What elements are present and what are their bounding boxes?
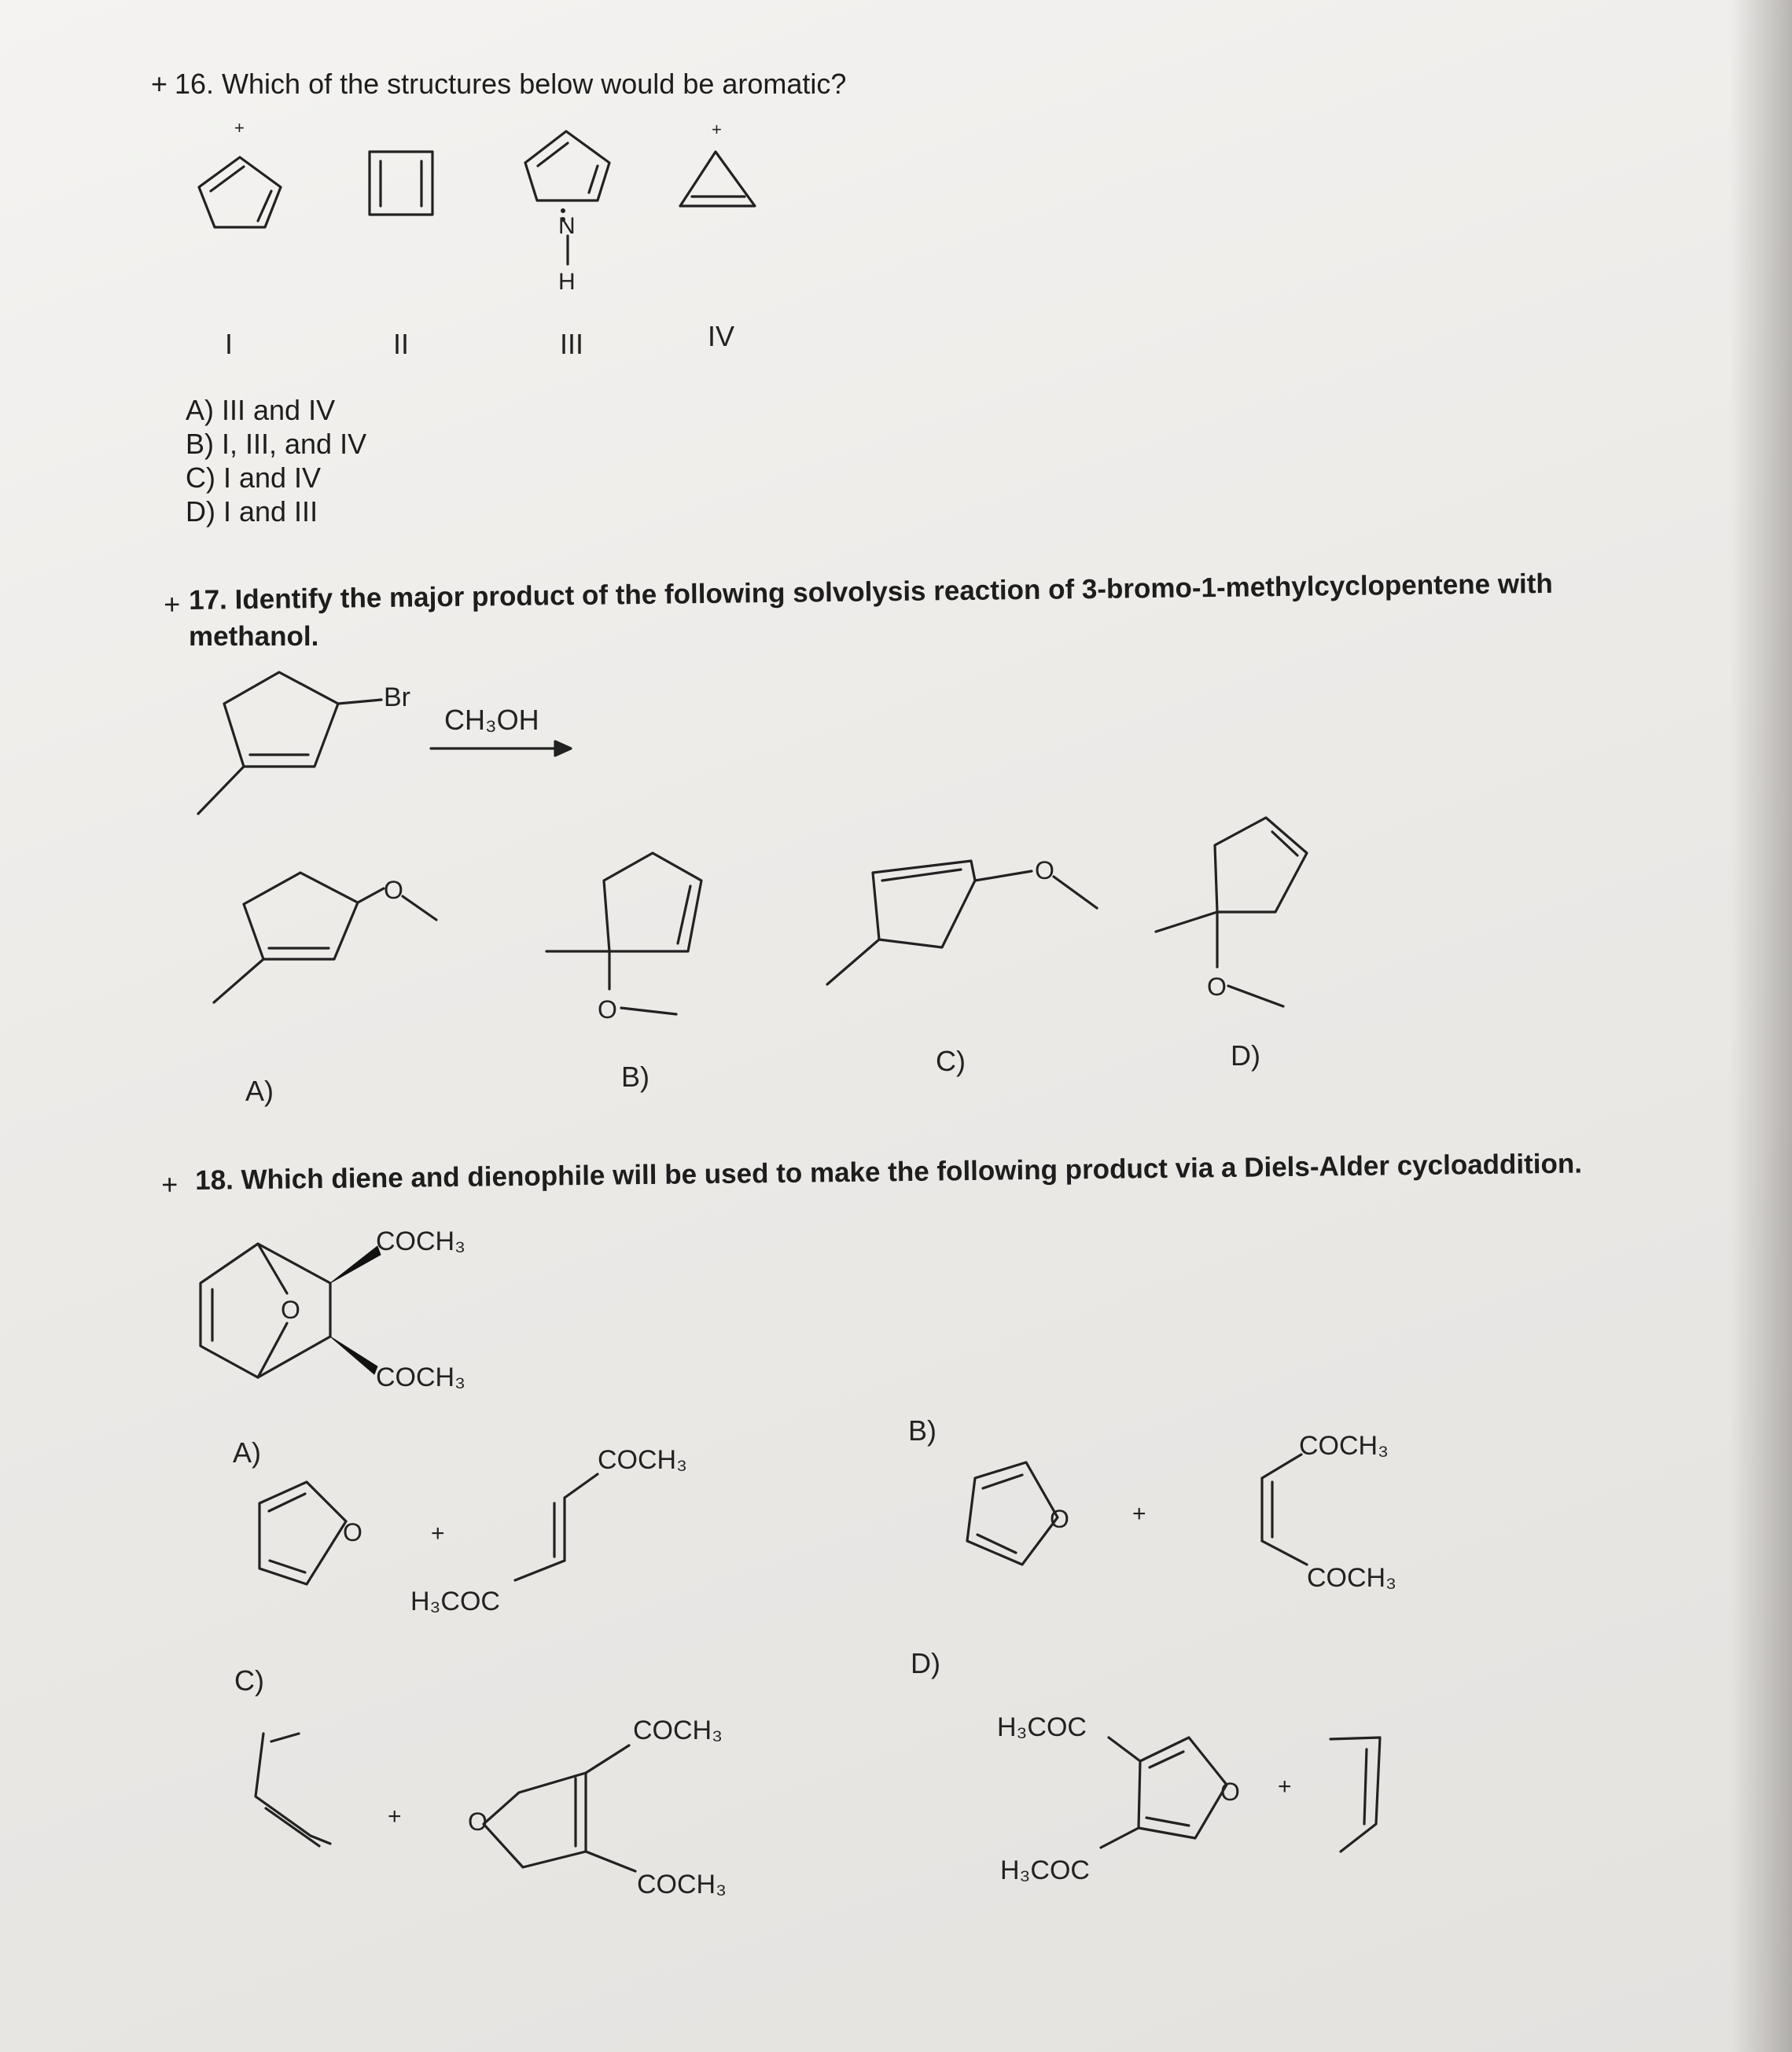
q16-choice-b: B) I, III, and IV xyxy=(186,428,367,460)
choice-a-oxygen: O xyxy=(384,876,403,904)
choice-c-ring xyxy=(484,1773,586,1867)
q17-choice-d-label: D) xyxy=(1231,1039,1260,1072)
choice-c-oxygen: O xyxy=(1035,856,1054,884)
structure-iii-n-label: N xyxy=(558,213,576,239)
label-structure-ii: II xyxy=(393,328,410,360)
q17-question-line1: 17. Identify the major product of the following solvolysis reaction of 3-bromo-1-methylcyclopentene with xyxy=(189,568,1554,616)
q16-choice-c: C) I and IV xyxy=(186,462,322,494)
label-structure-i: I xyxy=(225,328,234,360)
label-structure-iii: III xyxy=(560,328,584,360)
product-wedge-bond xyxy=(330,1246,381,1283)
choice-d-h3coc-bottom: H₃COC xyxy=(1000,1855,1090,1885)
product-coch3-bottom: COCH₃ xyxy=(376,1362,465,1392)
choice-a-alkene-bond xyxy=(565,1474,598,1498)
choice-a-coch3: COCH₃ xyxy=(598,1445,687,1475)
product-wedge-bond xyxy=(330,1337,377,1374)
choice-a-h3coc: H₃COC xyxy=(410,1587,500,1616)
choice-b-furan-double-bond xyxy=(977,1535,1016,1553)
choice-b-alkene-bond xyxy=(1262,1454,1301,1478)
choice-d-furan-double-bond xyxy=(1146,1818,1189,1826)
choice-d-plus: + xyxy=(1278,1774,1292,1800)
q18-choice-a-label: A) xyxy=(233,1436,261,1469)
choice-b-coch3-bottom: COCH₃ xyxy=(1307,1563,1396,1593)
choice-d-acyl-bond xyxy=(1101,1828,1139,1848)
choice-a-furan-double-bond xyxy=(270,1561,305,1572)
choice-a-plus: + xyxy=(431,1521,445,1546)
choice-d-h3coc-top: H₃COC xyxy=(997,1712,1087,1742)
structure-iv-charge: + xyxy=(712,120,722,139)
choice-d-acyl-bond xyxy=(1109,1738,1140,1761)
q17-choice-b-label: B) xyxy=(621,1061,649,1093)
choice-b-furan-oxygen: O xyxy=(1050,1505,1069,1533)
q16-choice-a: A) III and IV xyxy=(186,394,336,426)
choice-d-ethene-double-bond xyxy=(1364,1749,1367,1824)
choice-d-ethene xyxy=(1330,1738,1380,1852)
choice-a-furan-ring xyxy=(259,1482,346,1584)
choice-d-furan-oxygen: O xyxy=(1220,1778,1240,1806)
choice-d-oxygen: O xyxy=(1207,973,1227,1001)
q17-check-mark: + xyxy=(164,587,181,620)
product-coch3-top: COCH₃ xyxy=(376,1226,465,1256)
choice-b-furan-double-bond xyxy=(983,1475,1022,1488)
q16-check-mark: + xyxy=(151,68,168,100)
choice-b-plus: + xyxy=(1132,1501,1146,1527)
choice-c-butadiene-double-bond xyxy=(266,1808,319,1846)
choice-c-plus: + xyxy=(388,1804,402,1830)
q18-choice-c-label: C) xyxy=(234,1664,264,1697)
choice-b-alkene-bond xyxy=(1262,1541,1307,1565)
q18-choice-d-label: D) xyxy=(911,1647,940,1679)
product-oxygen: O xyxy=(281,1296,300,1324)
choice-c-c-acyl-bond xyxy=(586,1745,629,1773)
label-structure-iv: IV xyxy=(708,320,735,352)
bromine-label: Br xyxy=(384,682,410,712)
q17-choice-c-label: C) xyxy=(936,1045,966,1077)
structure-i-charge: + xyxy=(234,118,245,138)
choice-c-butadiene-double-bond xyxy=(271,1734,299,1741)
reagent-label: CH₃OH xyxy=(444,704,539,736)
structure-iii-h-label: H xyxy=(558,269,576,295)
q16-question: 16. Which of the structures below would be aromatic? xyxy=(175,68,847,100)
q18-choice-b-label: B) xyxy=(908,1414,936,1447)
choice-b-oxygen: O xyxy=(598,995,617,1024)
choice-b-coch3-top: COCH₃ xyxy=(1299,1431,1389,1461)
q17-question-line2: methanol. xyxy=(189,621,319,652)
choice-a-furan-oxygen: O xyxy=(343,1518,362,1546)
q16-choice-d: D) I and III xyxy=(186,495,318,528)
choice-c-ring-oxygen: O xyxy=(468,1807,488,1836)
choice-a-alkene-bond xyxy=(515,1561,565,1580)
choice-c-coch3-top: COCH₃ xyxy=(633,1716,723,1745)
product-ring xyxy=(201,1244,330,1377)
choice-c-c-acyl-bond xyxy=(586,1852,635,1871)
q18-question: 18. Which diene and dienophile will be used to make the following product via a Diels-Alder cycloaddition. xyxy=(195,1148,1583,1196)
choice-c-coch3-bottom: COCH₃ xyxy=(637,1870,727,1899)
q17-choice-a-label: A) xyxy=(245,1075,274,1107)
q18-check-mark: + xyxy=(161,1168,178,1201)
